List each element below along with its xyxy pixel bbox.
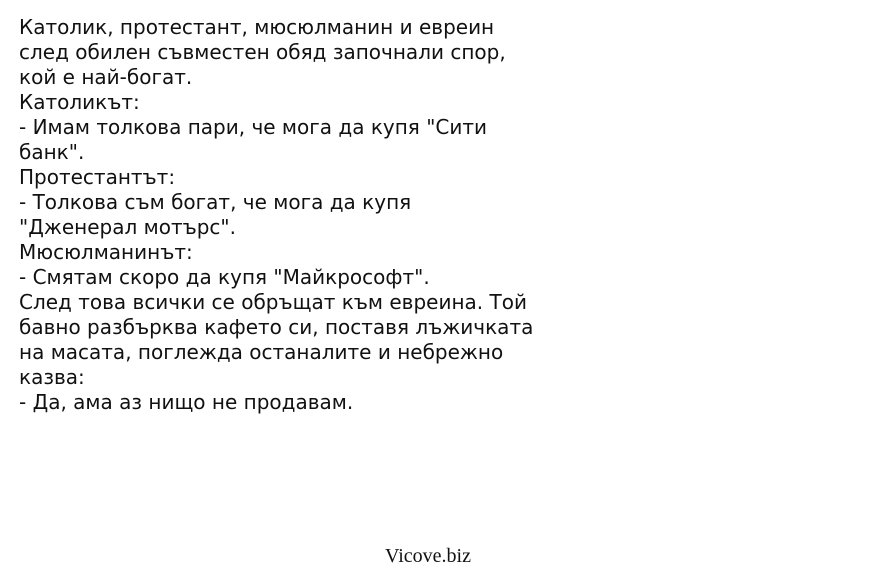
site-watermark: Vicove.biz <box>385 545 471 567</box>
joke-line: след обилен съвместен обяд започнали спор, <box>19 40 506 64</box>
joke-line: бавно разбърква кафето си, поставя лъжичката <box>19 315 534 339</box>
joke-line: Католикът: <box>19 90 140 114</box>
joke-line: - Толкова съм богат, че мога да купя <box>19 190 412 214</box>
joke-line: на масата, поглежда останалите и небрежно <box>19 340 504 364</box>
joke-line: - Имам толкова пари, че мога да купя "Сити <box>19 115 488 139</box>
joke-line: Мюсюлманинът: <box>19 240 193 264</box>
joke-line: казва: <box>19 365 85 389</box>
joke-line: - Да, ама аз нищо не продавам. <box>19 390 354 414</box>
joke-line: Католик, протестант, мюсюлманин и евреин <box>19 15 495 39</box>
joke-line: кой е най-богат. <box>19 65 193 89</box>
joke-line: банк". <box>19 140 85 164</box>
joke-text <box>19 15 619 415</box>
joke-line: - Смятам скоро да купя "Майкрософт". <box>19 265 430 289</box>
joke-line: След това всички се обръщат към евреина. Той <box>19 290 527 314</box>
joke-line: Протестантът: <box>19 165 176 189</box>
joke-line: "Дженерал мотърс". <box>19 215 236 239</box>
